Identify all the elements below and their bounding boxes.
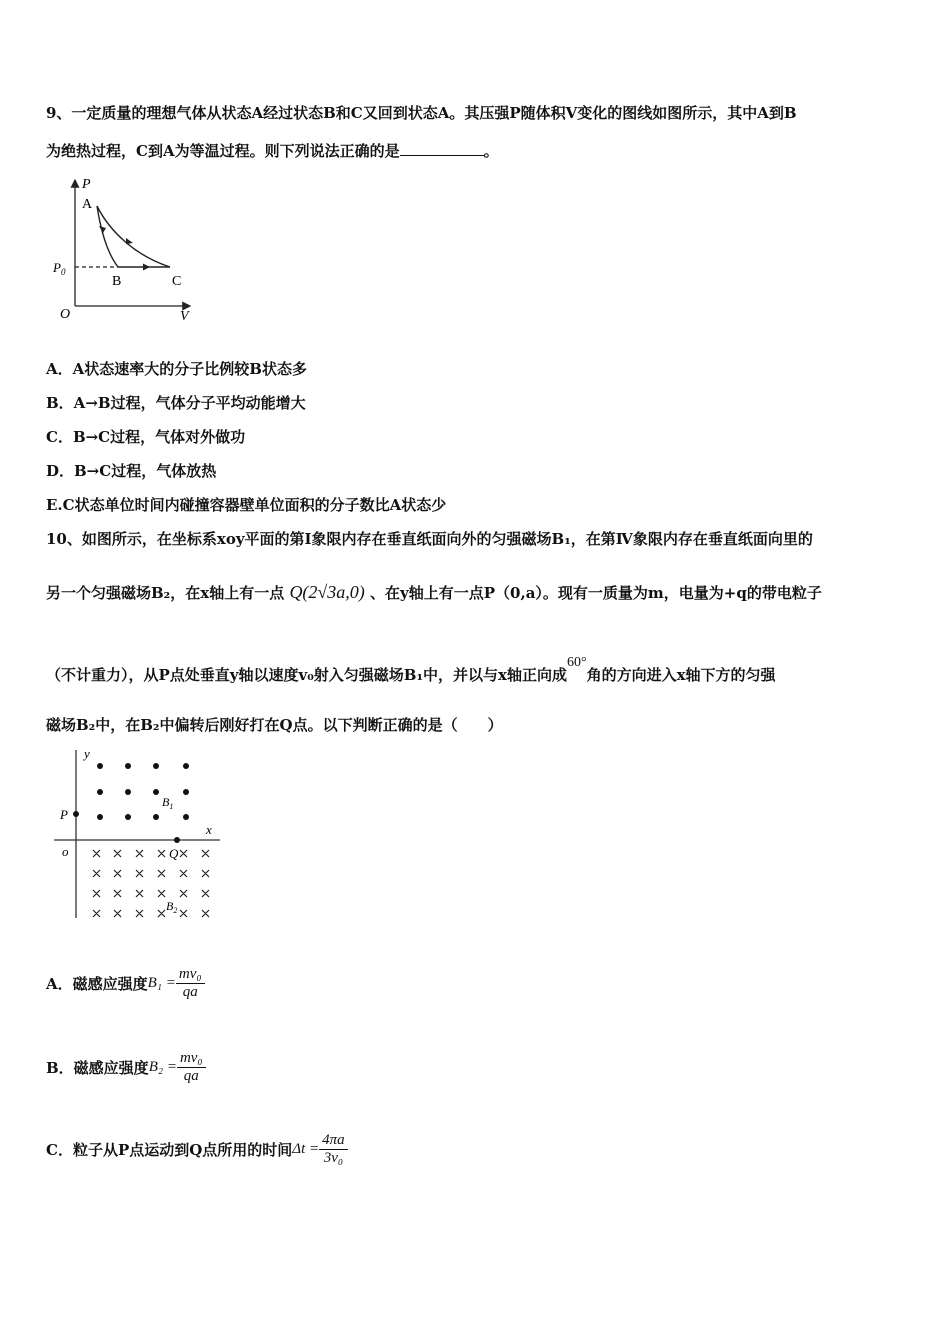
field-label-p: P [60,807,68,822]
arrow-ab [99,226,106,233]
q10-line-2 [46,582,822,603]
q10-option-b-text: B．磁感应强度 [46,1059,149,1077]
arrow-bc [143,264,150,271]
q10-line-1: 10、如图所示，在坐标系xoy平面的第Ⅰ象限内存在垂直纸面向外的匀强磁场B₁，在第Ⅳ象限内存在垂直纸面向里的 [46,530,813,548]
pv-label-c: C [172,274,182,289]
q9-option-e: E.C状态单位时间内碰撞容器壁单位面积的分子数比A状态少 [46,496,447,514]
q9-line-2-text: 为绝热过程，C到A为等温过程。则下列说法正确的是 [46,142,400,160]
q10-option-a [46,966,205,1001]
q10-option-a-text: A．磁感应强度 [46,975,148,993]
pv-label-origin: O [60,307,71,322]
field-label-b1-main: B [162,795,170,809]
q10-option-c-fraction [319,1132,348,1167]
q10-option-a-lhs: B₁ = [147,975,176,991]
q10-option-a-fraction [176,966,205,1001]
field-label-x: x [206,822,212,837]
point-p [73,811,79,817]
q10-option-a-denominator: qa [182,984,198,1000]
pv-diagram [48,172,198,324]
q10-line-2-post: 、在y轴上有一点P（0,a）。现有一质量为m，电量为+q的带电粒子 [370,584,822,602]
q9-option-a: A．A状态速率大的分子比例较B状态多 [46,360,307,378]
curve-ca [97,206,170,267]
q10-line-4: 磁场B₂中，在B₂中偏转后刚好打在Q点。以下判断正确的是（ ） [46,716,503,734]
field-label-origin: o [62,844,69,859]
field-label-y: y [84,746,90,761]
pv-label-b: B [112,274,122,289]
magnetic-field-diagram [50,746,230,926]
q10-option-a-numerator: mv₀ [176,966,205,984]
pv-label-p: P [82,177,91,192]
q10-option-c [46,1132,348,1167]
field-label-b1 [162,795,173,811]
point-q [174,837,180,843]
q10-option-b-fraction [177,1050,206,1085]
field-label-b1-sub: 1 [169,802,174,811]
q10-line-2-pre: 另一个匀强磁场B₂，在x轴上有一点 [46,584,285,602]
angle-60: 60° [566,655,587,670]
q10-option-c-text: C．粒子从P点运动到Q点所用的时间 [46,1141,293,1159]
pv-label-a: A [82,197,93,212]
q-point-expression: Q(2√3a,0) [289,582,365,602]
q10-option-c-numerator: 4πa [319,1132,348,1150]
field-label-b2-sub: 2 [173,906,178,915]
q10-option-c-lhs: Δt = [292,1141,320,1157]
q9-option-b: B．A→B过程，气体分子平均动能增大 [46,394,306,412]
arrow-ca [126,238,133,244]
pv-label-p0-main: P [53,260,61,275]
q9-line-1: 9、一定质量的理想气体从状态A经过状态B和C又回到状态A。其压强P随体积V变化的图线如图所示，其中A到B [46,104,797,122]
answer-blank [400,141,484,156]
q10-line-3-post: 角的方向进入x轴下方的匀强 [586,666,776,684]
pv-label-v: V [180,309,189,324]
q10-option-b-denominator: qa [183,1068,199,1084]
q10-line-3 [46,655,776,685]
q9-option-c: C．B→C过程，气体对外做功 [46,428,246,446]
q10-option-b-numerator: mv₀ [177,1050,206,1068]
q10-option-c-denominator: 3v₀ [323,1150,344,1166]
b1-dots [97,763,189,820]
field-label-b2-main: B [166,899,174,913]
field-label-q: Q [169,846,179,861]
q9-line-2-end: 。 [483,142,499,160]
q10-option-b-lhs: B₂ = [148,1059,177,1075]
q9-line-2 [46,140,499,161]
field-label-b2 [166,899,177,915]
q9-option-d: D．B→C过程，气体放热 [46,462,217,480]
q10-line-3-pre: （不计重力），从P点处垂直y轴以速度v₀射入匀强磁场B₁中，并以与x轴正向成 [46,666,567,684]
pv-label-p0 [52,260,66,277]
q10-option-b [46,1050,206,1085]
b2-crosses [93,850,209,917]
curve-ab [97,206,118,267]
pv-label-p0-sub: 0 [60,267,66,277]
